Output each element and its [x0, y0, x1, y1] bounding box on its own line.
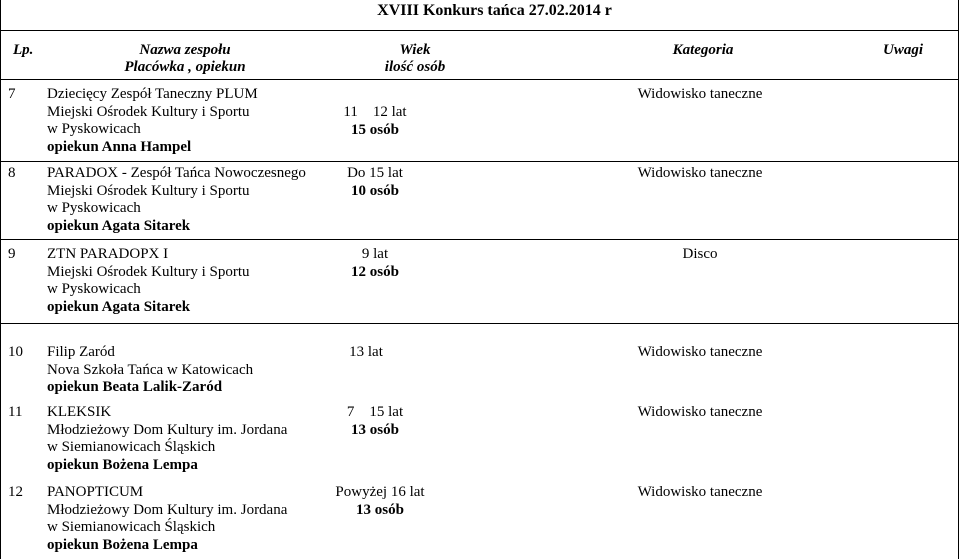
header-age-line1: Wiek [399, 42, 431, 58]
header-name-line1: Nazwa zespołu [139, 42, 231, 58]
row-7-count: 15 osób [351, 122, 399, 138]
row-11-category: Widowisko taneczne [637, 404, 763, 420]
header-name-line2: Placówka , opiekun [124, 59, 246, 75]
institution-line1: Nova Szkoła Tańca w Katowicach [47, 361, 254, 378]
institution-line2: w Pyskowicach [47, 281, 141, 297]
row-11-lp: 11 [8, 404, 23, 420]
row-11-count: 13 osób [351, 422, 399, 438]
row-9-team [47, 246, 250, 316]
team-name: KLEKSIK [47, 404, 112, 420]
row-7-team [47, 86, 258, 156]
row-8-count: 10 osób [351, 183, 399, 199]
row-12-count: 13 osób [356, 502, 404, 518]
row-7-bottom-border [0, 161, 959, 162]
row-9-lp: 9 [8, 246, 16, 262]
row-8-age: Do 15 lat [347, 165, 403, 181]
row-7-age: 11 12 lat [343, 104, 407, 120]
team-name: ZTN PARADOPX I [47, 246, 169, 262]
row-11-team [47, 404, 287, 474]
team-name: Filip Zaród [47, 344, 115, 360]
row-12-team [47, 484, 287, 554]
row-12-age: Powyżej 16 lat [335, 484, 425, 500]
institution-line2: w Siemianowicach Śląskich [47, 439, 216, 455]
row-12-lp: 12 [8, 484, 23, 500]
header-bottom-border [0, 79, 959, 80]
header-age-line2: ilość osób [384, 59, 446, 75]
document-title: XVIII Konkurs tańca 27.02.2014 r [377, 2, 612, 19]
institution-line1: Miejski Ośrodek Kultury i Sportu [47, 182, 250, 199]
row-9-category: Disco [682, 246, 718, 262]
row-9-bottom-border [0, 323, 959, 324]
institution-line1: Młodzieżowy Dom Kultury im. Jordana [47, 501, 288, 518]
row-10-category: Widowisko taneczne [637, 344, 763, 360]
guardian: opiekun Agata Sitarek [47, 298, 191, 315]
guardian: opiekun Anna Hampel [47, 138, 192, 155]
row-7-lp: 7 [8, 86, 16, 102]
institution-line2: w Pyskowicach [47, 200, 141, 216]
row-9-count: 12 osób [351, 264, 399, 280]
header-lp: Lp. [13, 42, 34, 58]
guardian: opiekun Bożena Lempa [47, 456, 198, 473]
row-7-category: Widowisko taneczne [637, 86, 763, 102]
row-12-category: Widowisko taneczne [637, 484, 763, 500]
table-left-border [0, 0, 1, 559]
team-name: PANOPTICUM [47, 484, 144, 500]
guardian: opiekun Agata Sitarek [47, 217, 191, 234]
row-10-team [47, 344, 253, 397]
guardian: opiekun Beata Lalik-Zaród [47, 379, 223, 395]
row-8-lp: 8 [8, 165, 16, 181]
header-notes: Uwagi [883, 42, 924, 58]
institution-line2: w Siemianowicach Śląskich [47, 519, 216, 535]
row-9-age: 9 lat [361, 246, 389, 262]
institution-line1: Młodzieżowy Dom Kultury im. Jordana [47, 421, 288, 438]
institution-line1: Miejski Ośrodek Kultury i Sportu [47, 103, 250, 120]
header-category: Kategoria [672, 42, 734, 58]
institution-line1: Miejski Ośrodek Kultury i Sportu [47, 263, 250, 280]
row-8-bottom-border [0, 239, 959, 240]
row-10-age: 13 lat [349, 344, 383, 360]
row-11-age: 7 15 lat [346, 404, 404, 420]
row-8-team [47, 165, 306, 235]
table-top-border [0, 30, 959, 31]
team-name: PARADOX - Zespół Tańca Nowoczesnego [47, 165, 306, 181]
row-10-lp: 10 [8, 344, 23, 360]
institution-line2: w Pyskowicach [47, 121, 141, 137]
guardian: opiekun Bożena Lempa [47, 536, 198, 553]
row-8-category: Widowisko taneczne [637, 165, 763, 181]
team-name: Dziecięcy Zespół Taneczny PLUM [47, 86, 258, 102]
